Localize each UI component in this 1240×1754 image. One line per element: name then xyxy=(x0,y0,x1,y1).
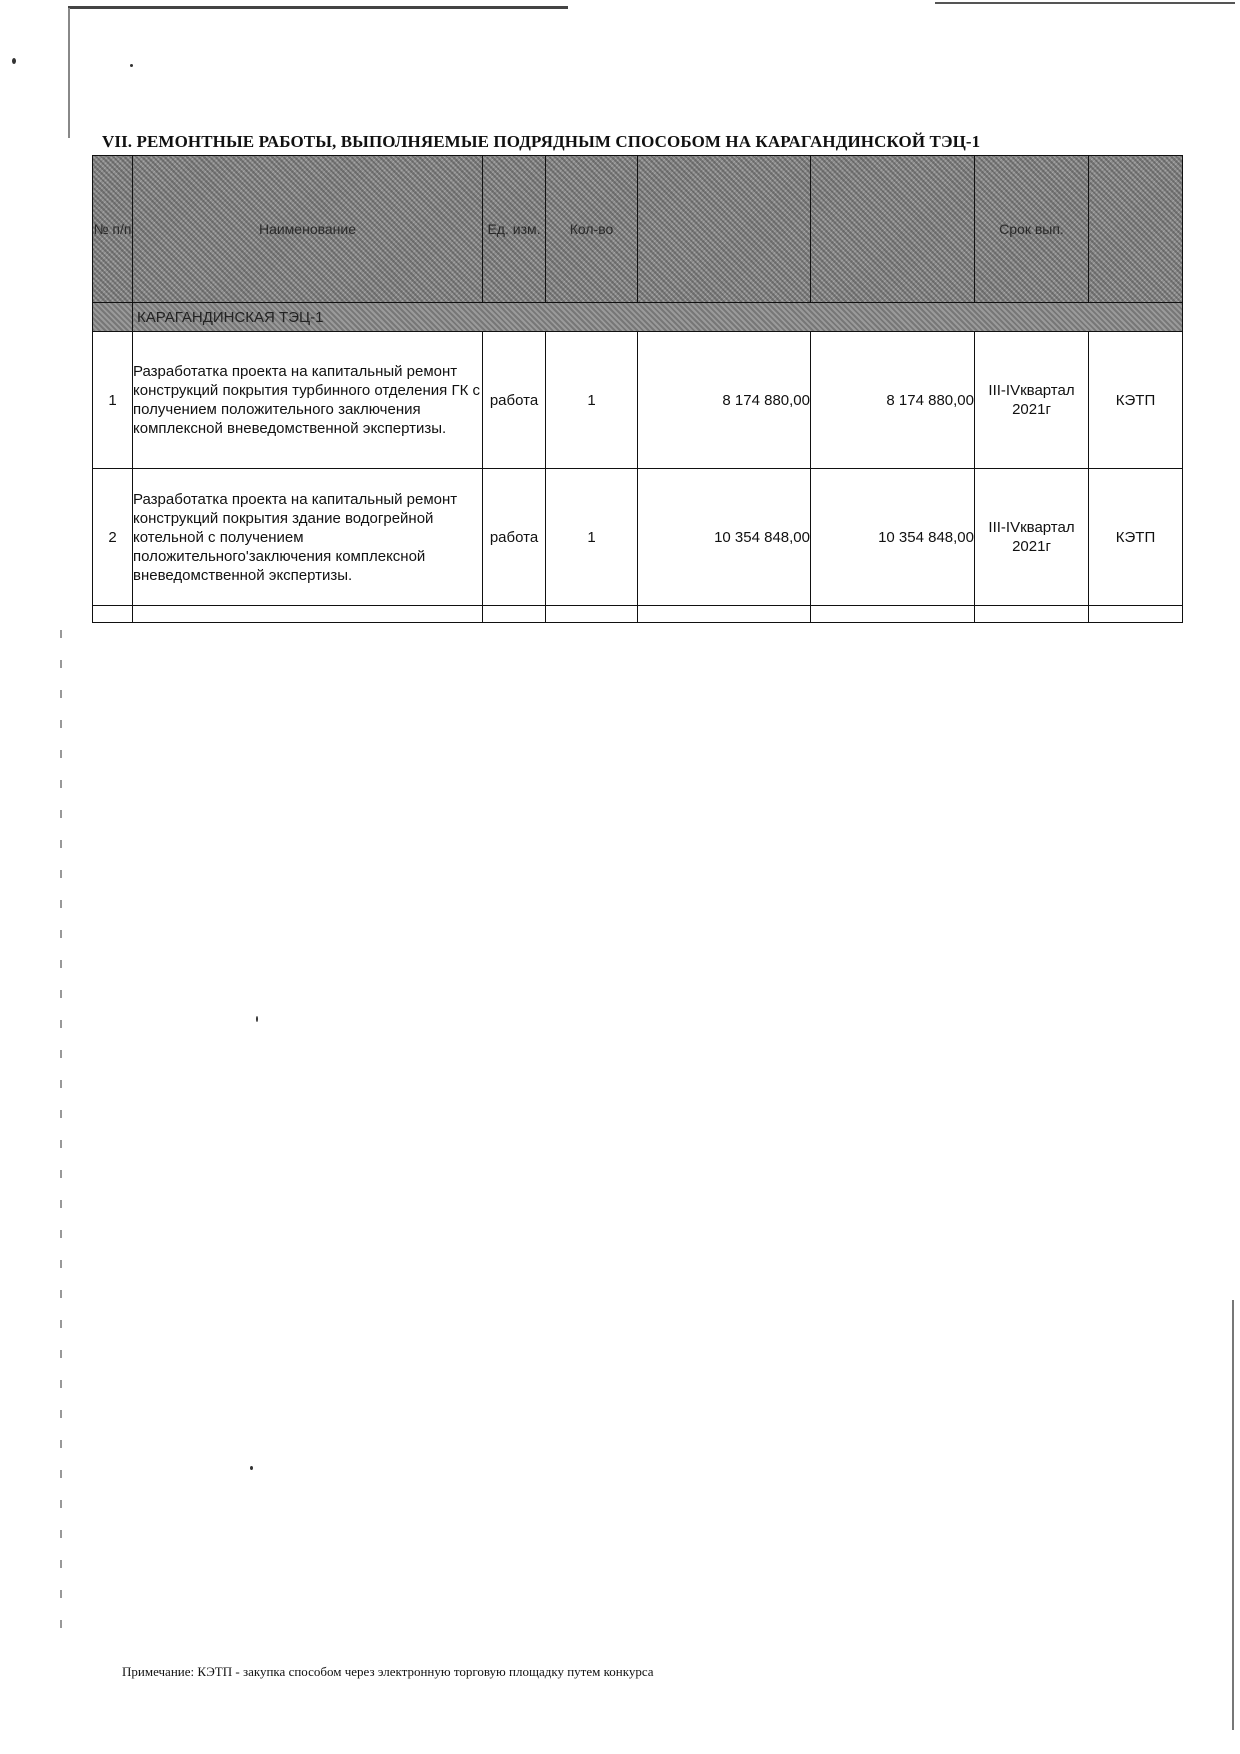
scan-border-top-right xyxy=(935,2,1235,4)
table-header-row xyxy=(93,156,1183,303)
row-period-line2: 2021г xyxy=(1012,538,1051,555)
section-row xyxy=(93,303,1183,332)
row-amount2: 10 354 848,00 xyxy=(811,469,975,606)
scan-speck xyxy=(256,1016,258,1022)
row-name: Разработатка проекта на капитальный ремонт конструкций покрытия турбинного отделения ГК с получением положительного заключения комплексной вневедомственной экспертизы. xyxy=(133,332,483,469)
row-period-line1: III-IVквартал xyxy=(988,519,1075,536)
row-method: КЭТП xyxy=(1089,469,1183,606)
empty-cell xyxy=(546,606,638,623)
header-name: Наименование xyxy=(133,156,483,303)
row-amount2: 8 174 880,00 xyxy=(811,332,975,469)
row-qty: 1 xyxy=(546,469,638,606)
scan-speck xyxy=(12,58,16,64)
header-unit: Ед. изм. xyxy=(483,156,546,303)
scan-border-right xyxy=(1232,1300,1234,1730)
row-qty: 1 xyxy=(546,332,638,469)
row-amount1: 10 354 848,00 xyxy=(638,469,811,606)
scan-border-top xyxy=(68,6,568,9)
empty-cell xyxy=(93,606,133,623)
empty-cell xyxy=(975,606,1089,623)
empty-cell xyxy=(133,606,483,623)
header-period: Срок вып. xyxy=(975,156,1089,303)
scan-speck xyxy=(250,1466,253,1470)
empty-cell xyxy=(1089,606,1183,623)
row-unit: работа xyxy=(483,332,546,469)
document-heading: VII. РЕМОНТНЫЕ РАБОТЫ, ВЫПОЛНЯЕМЫЕ ПОДРЯДНЫМ СПОСОБОМ НА КАРАГАНДИНСКОЙ ТЭЦ-1 xyxy=(102,132,981,151)
header-amount1 xyxy=(638,156,811,303)
works-table-container xyxy=(92,155,1182,623)
empty-cell xyxy=(638,606,811,623)
table-row-empty xyxy=(93,606,1183,623)
section-cell-blank xyxy=(93,303,133,332)
section-label: КАРАГАНДИНСКАЯ ТЭЦ-1 xyxy=(133,303,1183,332)
row-unit: работа xyxy=(483,469,546,606)
header-amount2 xyxy=(811,156,975,303)
scan-border-left xyxy=(68,8,70,138)
table-row xyxy=(93,332,1183,469)
row-period-line2: 2021г xyxy=(1012,401,1051,418)
row-number: 2 xyxy=(93,469,133,606)
row-period xyxy=(975,332,1089,469)
row-name: Разработатка проекта на капитальный ремонт конструкций покрытия здание водогрейной котельной с получением положительного'заключения комплексной вневедомственной экспертизы. xyxy=(133,469,483,606)
table-row xyxy=(93,469,1183,606)
row-number: 1 xyxy=(93,332,133,469)
header-method xyxy=(1089,156,1183,303)
empty-cell xyxy=(483,606,546,623)
header-qty: Кол-во xyxy=(546,156,638,303)
row-period-line1: III-IVквартал xyxy=(988,382,1075,399)
empty-cell xyxy=(811,606,975,623)
row-period xyxy=(975,469,1089,606)
row-method: КЭТП xyxy=(1089,332,1183,469)
footnote: Примечание: КЭТП - закупка способом через электронную торговую площадку путем конкурса xyxy=(122,1664,654,1679)
scan-binding-marks xyxy=(60,630,62,1630)
works-table xyxy=(92,155,1183,623)
scan-speck xyxy=(130,64,133,67)
row-amount1: 8 174 880,00 xyxy=(638,332,811,469)
header-num: № п/п xyxy=(93,156,133,303)
